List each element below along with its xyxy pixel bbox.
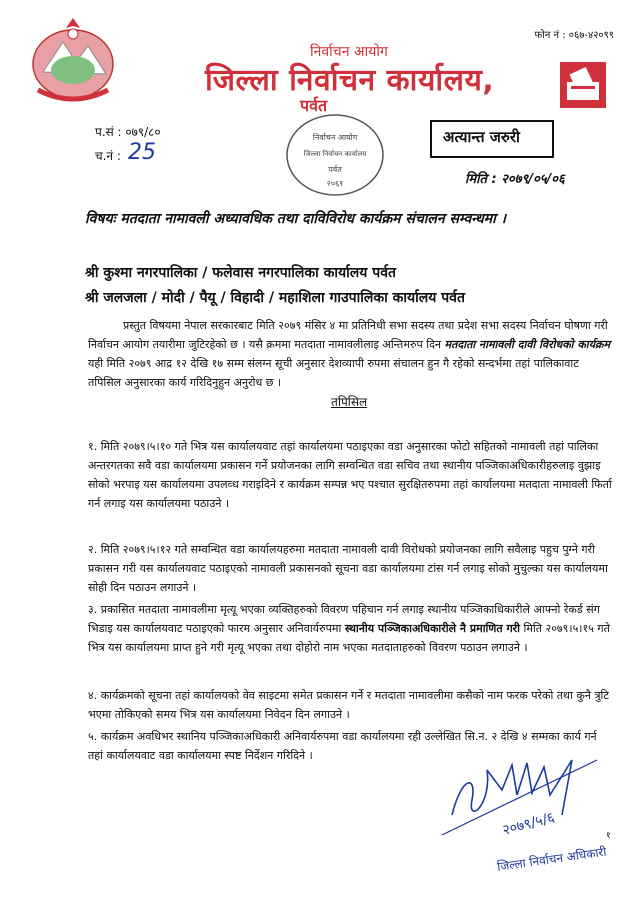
addressee-line-2: श्री जलजला / मोदी / पैयू / विहादी / महाशिला गाउपालिका कार्यालय पर्वत — [85, 290, 465, 306]
list-item-3 — [88, 600, 613, 657]
dispatch-number-handwritten: 25 — [128, 140, 156, 165]
stamp-line-1: निर्वाचन आयोग — [312, 133, 358, 142]
signatory-title: जिल्ला निर्वाचन अधिकारी — [496, 844, 608, 874]
dispatch-number-label: च.नं : — [95, 149, 121, 163]
stamp-line-3: पर्वत — [328, 165, 342, 174]
urgent-label: अत्यान्त जरुरी — [443, 128, 520, 146]
list-item-2: २. मिति २०७९।५।१२ गते सम्वन्धित वडा कार्यालयहरुमा मतदाता नामावली दावी विरोधको प्रयोजनका लागि सवैलाइ पहुच पुग्ने गरी प्रकासन गरी यस कार्यालयवाट पठाइएको नामावली प्रकासनको सूचना वडा कार्यालयमा टांस गर्न लगाइ सोको मुचुल्का यस कार्यालयमा सोही दिन पठाउन लगाउने । — [88, 543, 608, 594]
list-item-4: ४. कार्यक्रमको सूचना तहां कार्यालयको वेव साइटमा समेत प्रकासन गर्ने र मतदाता नामावलीमा कसैको नाम फरक परेको तथा कुनै त्रुटि भएमा तोकिएको समय भित्र यस कार्यालयमा निवेदन दिन लगाउने । — [88, 689, 609, 721]
addressee-line-1: श्री कुश्मा नगरपालिका / फलेवास नगरपालिका कार्यालय पर्वत — [85, 265, 396, 281]
intro-text-bold: मतदाता नामावली दावी विरोधको कार्यक्रम — [444, 338, 611, 351]
office-stamp — [280, 110, 390, 200]
page-number: १ — [606, 831, 611, 841]
stamp-line-4: २०६१ — [326, 179, 344, 188]
item3-text-end: मिति २०७९।५।१५ गते भित्र यस कार्यालयमा प्राप्त हुने गरी मृत्यू भएका तथा दोहोरो नाम भएका मतदाताहरुको विवरण पठाउन लगाउने । — [88, 622, 610, 654]
intro-text-end: यही मिति २०७९ आद्र १२ देखि १७ सम्म संलग्न सूची अनुसार देशव्यापी रुपमा संचालन हुन गै रहेको सन्दर्भमा तहां पालिकावाट तपिसिल अनुसारका कार्य गरिदिनुहुन अनुरोध छ । — [88, 357, 579, 389]
item3-text-bold: स्थानीय पञ्जिकाअधिकारीले नै प्रमाणित गरी — [344, 622, 520, 635]
signature-date: २०७९/५/६ — [500, 809, 557, 839]
letter-date: मिति : २०७९/०५/०६ — [465, 172, 565, 187]
reference-number: प.सं : ०७९/८० — [95, 125, 161, 139]
stamp-line-2: जिल्ला निर्वाचन कार्यालय — [303, 150, 367, 158]
item3-text-start: ३. प्रकासित मतदाता नामावलीमा मृत्यू भएका व्यक्तिहरुको विवरण पहिचान गर्न लगाइ स्थानीय पञ्जिकाधिकारीले आफ्नो रेकर्ड संग भिडाइ यस कार्यालयवाट पठाइएको फारम अनुसार अनिवार्यरुपमा — [88, 603, 600, 635]
letter-subject: विषयः मतदाता नामावली अध्यावधिक तथा दाविविरोध कार्यक्रम संचालन सम्वन्धमा । — [85, 211, 506, 227]
list-item-1: १. मिति २०७९।५।१० गते भित्र यस कार्यालयवाट तहां कार्यालयमा पठाइएका वडा अनुसारका फोटो सहितको नामावली तहां पालिका अन्तरगतका सवै वडा कार्यालयमा प्रकासन गर्ने प्रयोजनका लागि सम्वन्धित वडा सचिव तथा स्थानीय पञ्जिकाअधिकारीहरुलाइ वुझाइ सोको भरपाइ यस कार्यालयमा उपलव्ध गराइदिने र कार्यक्रम सम्पन्न भए पश्चात सुरक्षितरुपमा तहां कार्यालयमा मतदाता नामावली फिर्ता गर्न लगाइ यस कार्यालयमा पठाउने । — [88, 440, 612, 510]
org-name-title: जिल्ला निर्वाचन कार्यालय, — [205, 63, 495, 98]
list-item-5: ५. कार्यक्रम अवधिभर स्थानिय पञ्जिकाअधिकारी अनिवार्यरुपमा वडा कार्यालयमा रही उल्लेखित सि.न. २ देखि ४ सम्मका कार्य गर्न तहां कार्यालयवाट वडा कार्यालयमा स्पष्ट निर्देशन गरिदिने । — [88, 730, 597, 762]
election-commission-logo-icon — [558, 60, 608, 110]
nepal-emblem-icon — [18, 12, 128, 107]
intro-paragraph — [88, 316, 613, 392]
org-name-small: निर्वाचन आयोग — [310, 44, 388, 60]
intro-text-start: प्रस्तुत विषयमा नेपाल सरकारबाट मिति २०७९ मंसिर ४ मा प्रतिनिधी सभा सदस्य तथा प्रदेश सभा सदस्य निर्वाचन घोषणा गरी निर्वाचन आयोग तयारीमा जुटिरहेको छ । यसै क्रममा मतदाता नामावलीलाइ अन्तिमरुप दिन — [88, 319, 608, 351]
phone-number: फोन नं : ०६७-४२०९९ — [534, 30, 614, 41]
org-district: पर्वत — [300, 96, 328, 115]
details-heading: तपिसिल — [331, 395, 368, 409]
